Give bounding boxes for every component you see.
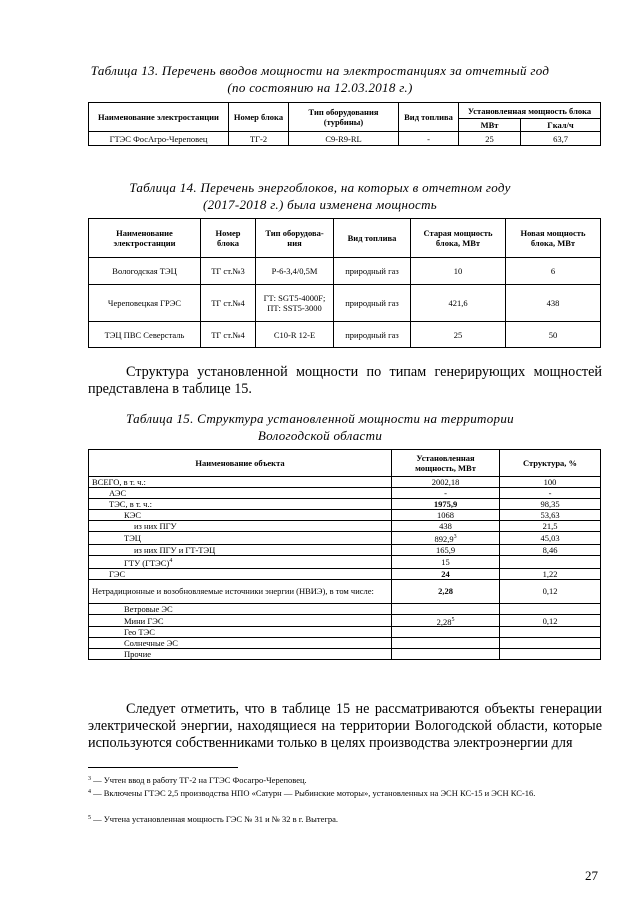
table-row xyxy=(89,603,601,614)
table15-row-capacity: - xyxy=(392,488,500,499)
table14-cell: ТГ ст.№4 xyxy=(201,285,256,322)
table-row xyxy=(89,477,601,488)
footnote-number: 3 xyxy=(88,776,91,782)
table15-row-name: Прочие xyxy=(89,649,392,660)
table14-cell: ГТ: SGT5-4000F; ПТ: SST5-3000 xyxy=(256,285,334,322)
table15-row-capacity xyxy=(392,614,500,627)
table15-row-name: ТЭЦ xyxy=(89,532,392,545)
table14-cell: ТГ ст.№4 xyxy=(201,322,256,348)
table-row xyxy=(89,258,601,285)
table15-row-name: Мини ГЭС xyxy=(89,614,392,627)
footnote-divider xyxy=(88,767,238,768)
table13 xyxy=(88,102,601,146)
table14-cell: 10 xyxy=(411,258,506,285)
table13-header-capacity: Установленная мощность блока xyxy=(459,103,601,119)
table15-row-name: АЭС xyxy=(89,488,392,499)
table-row xyxy=(89,614,601,627)
table15-row-capacity: 1068 xyxy=(392,510,500,521)
table15-row-structure: 45,03 xyxy=(500,532,601,545)
table15-row-capacity xyxy=(392,532,500,545)
table15-row-structure: 53,63 xyxy=(500,510,601,521)
page-number: 27 xyxy=(585,868,598,883)
table15-row-structure xyxy=(500,638,601,649)
table15-row-capacity: 438 xyxy=(392,521,500,532)
table15-row-capacity xyxy=(392,603,500,614)
table15-row-capacity: 15 xyxy=(392,555,500,568)
table15-row-capacity: 2,28 xyxy=(392,579,500,603)
table13-caption-line2: (по состоянию на 12.03.2018 г.) xyxy=(227,80,413,95)
table15-capacity-value: 2,28 xyxy=(436,616,452,627)
table13-header-equipment: Тип оборудования (турбины) xyxy=(289,103,399,132)
footnote-4 xyxy=(88,788,613,799)
table-row xyxy=(89,499,601,510)
table14-caption-line1: Таблица 14. Перечень энергоблоков, на которых в отчетном году xyxy=(129,180,511,195)
table13-header-name: Наименование электростанции xyxy=(89,103,229,132)
table-row xyxy=(89,544,601,555)
table13-caption-line1: Таблица 13. Перечень вводов мощности на электростанциях за отчетный год xyxy=(90,63,550,78)
table14-cell: 438 xyxy=(506,285,601,322)
table15-row-structure: 0,12 xyxy=(500,579,601,603)
table15-row-capacity: 2002,18 xyxy=(392,477,500,488)
table-row xyxy=(89,555,601,568)
footnote-3 xyxy=(88,775,613,786)
table13-cell: ТГ-2 xyxy=(229,132,289,146)
table13-header-gcal: Гкал/ч xyxy=(521,119,601,132)
table-row xyxy=(89,322,601,348)
table14-header-unit: Номер блока xyxy=(201,219,256,258)
table15-caption-line1: Таблица 15. Структура установленной мощности на территории xyxy=(126,411,514,426)
table13-cell: С9-R9-RL xyxy=(289,132,399,146)
table15-row-name: Гео ТЭС xyxy=(89,627,392,638)
footnote-ref: 5 xyxy=(451,616,455,623)
table13-cell: - xyxy=(399,132,459,146)
table14-cell: 421,6 xyxy=(411,285,506,322)
table-row xyxy=(89,649,601,660)
table13-cell: 25 xyxy=(459,132,521,146)
table-row xyxy=(89,532,601,545)
table-row xyxy=(89,627,601,638)
table13-header-unit: Номер блока xyxy=(229,103,289,132)
table15-name-text: ГТУ (ГТЭС) xyxy=(124,557,170,568)
table14-caption-line2: (2017-2018 г.) была изменена мощность xyxy=(202,197,438,212)
table-row xyxy=(89,568,601,579)
paragraph-structure-intro: Структура установленной мощности по типам генерирующих мощностей представлена в таблице 15. xyxy=(88,364,602,397)
footnote-number: 4 xyxy=(88,789,91,795)
table14-header-equipment: Тип оборудова-ния xyxy=(256,219,334,258)
table15-row-name: ТЭС, в т. ч.: xyxy=(89,499,392,510)
table15-row-capacity xyxy=(392,627,500,638)
table15-row-structure xyxy=(500,603,601,614)
footnote-text: — Включены ГТЭС 2,5 производства НПО «Сатурн — Рыбинские моторы», установленных на ЭСН КС-15 и ЭСН КС-16. xyxy=(91,788,536,798)
table15-header-name: Наименование объекта xyxy=(89,450,392,477)
table15-capacity-value: 892,9 xyxy=(434,533,454,544)
table-row xyxy=(89,510,601,521)
table14-header-fuel: Вид топлива xyxy=(334,219,411,258)
table14-cell: 25 xyxy=(411,322,506,348)
table15-row-name: Нетрадиционные и возобновляемые источники энергии (НВИЭ), в том числе: xyxy=(89,579,392,603)
table14-cell: природный газ xyxy=(334,285,411,322)
table-row xyxy=(89,638,601,649)
table13-cell: ГТЭС ФосАгро-Череповец xyxy=(89,132,229,146)
table15-row-structure: 8,46 xyxy=(500,544,601,555)
table14-cell: Вологодская ТЭЦ xyxy=(89,258,201,285)
table13-header-mw: МВт xyxy=(459,119,521,132)
table15-row-structure: 21,5 xyxy=(500,521,601,532)
table15-row-capacity: 24 xyxy=(392,568,500,579)
table15-row-structure xyxy=(500,555,601,568)
table15-row-name: ВСЕГО, в т. ч.: xyxy=(89,477,392,488)
table14-cell: ТЭЦ ПВС Северсталь xyxy=(89,322,201,348)
table15-row-capacity: 165,9 xyxy=(392,544,500,555)
table13-header-fuel: Вид топлива xyxy=(399,103,459,132)
table14-cell: 50 xyxy=(506,322,601,348)
table14-cell: природный газ xyxy=(334,322,411,348)
table14-header-old: Старая мощность блока, МВт xyxy=(411,219,506,258)
table14 xyxy=(88,218,601,348)
table-row xyxy=(89,579,601,603)
table14-cell: природный газ xyxy=(334,258,411,285)
table14-cell: С10-R 12-Е xyxy=(256,322,334,348)
table15-row-name xyxy=(89,555,392,568)
table15-row-name: Ветровые ЭС xyxy=(89,603,392,614)
table15-row-name: из них ПГУ и ГТ-ТЭЦ xyxy=(89,544,392,555)
table-row xyxy=(89,521,601,532)
paragraph-note: Следует отметить, что в таблице 15 не рассматриваются объекты генерации электрической энергии, находящиеся на территории Вологодской области, которые используются собственниками только в целях производства электроэнергии для xyxy=(88,701,602,751)
table15-row-capacity xyxy=(392,649,500,660)
table15-row-name: ГЭС xyxy=(89,568,392,579)
table14-cell: 6 xyxy=(506,258,601,285)
table14-cell: ТГ ст.№3 xyxy=(201,258,256,285)
table-row xyxy=(89,132,601,146)
footnote-5 xyxy=(88,814,613,825)
table15-row-structure: 100 xyxy=(500,477,601,488)
footnote-text: — Учтена установленная мощность ГЭС № 31 и № 32 в г. Вытегра. xyxy=(91,814,339,824)
table15-row-structure: - xyxy=(500,488,601,499)
table15 xyxy=(88,449,601,660)
footnote-text: — Учтен ввод в работу ТГ-2 на ГТЭС Фосагро-Череповец. xyxy=(91,775,307,785)
table15-row-capacity xyxy=(392,638,500,649)
table15-row-structure: 0,12 xyxy=(500,614,601,627)
table15-row-structure xyxy=(500,627,601,638)
table15-caption-line2: Вологодской области xyxy=(257,428,383,443)
footnote-ref: 4 xyxy=(169,557,173,564)
table14-cell: Череповецкая ГРЭС xyxy=(89,285,201,322)
footnote-ref: 3 xyxy=(453,534,457,540)
table14-cell: Р-6-3,4/0,5М xyxy=(256,258,334,285)
table15-row-structure: 1,22 xyxy=(500,568,601,579)
table15-header-structure: Структура, % xyxy=(500,450,601,477)
table15-row-structure: 98,35 xyxy=(500,499,601,510)
table-row xyxy=(89,488,601,499)
table14-header-new: Новая мощность блока, МВт xyxy=(506,219,601,258)
table13-cell: 63,7 xyxy=(521,132,601,146)
table15-row-capacity: 1975,9 xyxy=(392,499,500,510)
table15-row-name: КЭС xyxy=(89,510,392,521)
table15-row-name: из них ПГУ xyxy=(89,521,392,532)
footnote-number: 5 xyxy=(88,815,91,821)
table15-row-name: Солнечные ЭС xyxy=(89,638,392,649)
table-row xyxy=(89,285,601,322)
table15-row-structure xyxy=(500,649,601,660)
table15-header-capacity: Установленная мощность, МВт xyxy=(392,450,500,477)
table14-header-name: Наименование электростанции xyxy=(89,219,201,258)
